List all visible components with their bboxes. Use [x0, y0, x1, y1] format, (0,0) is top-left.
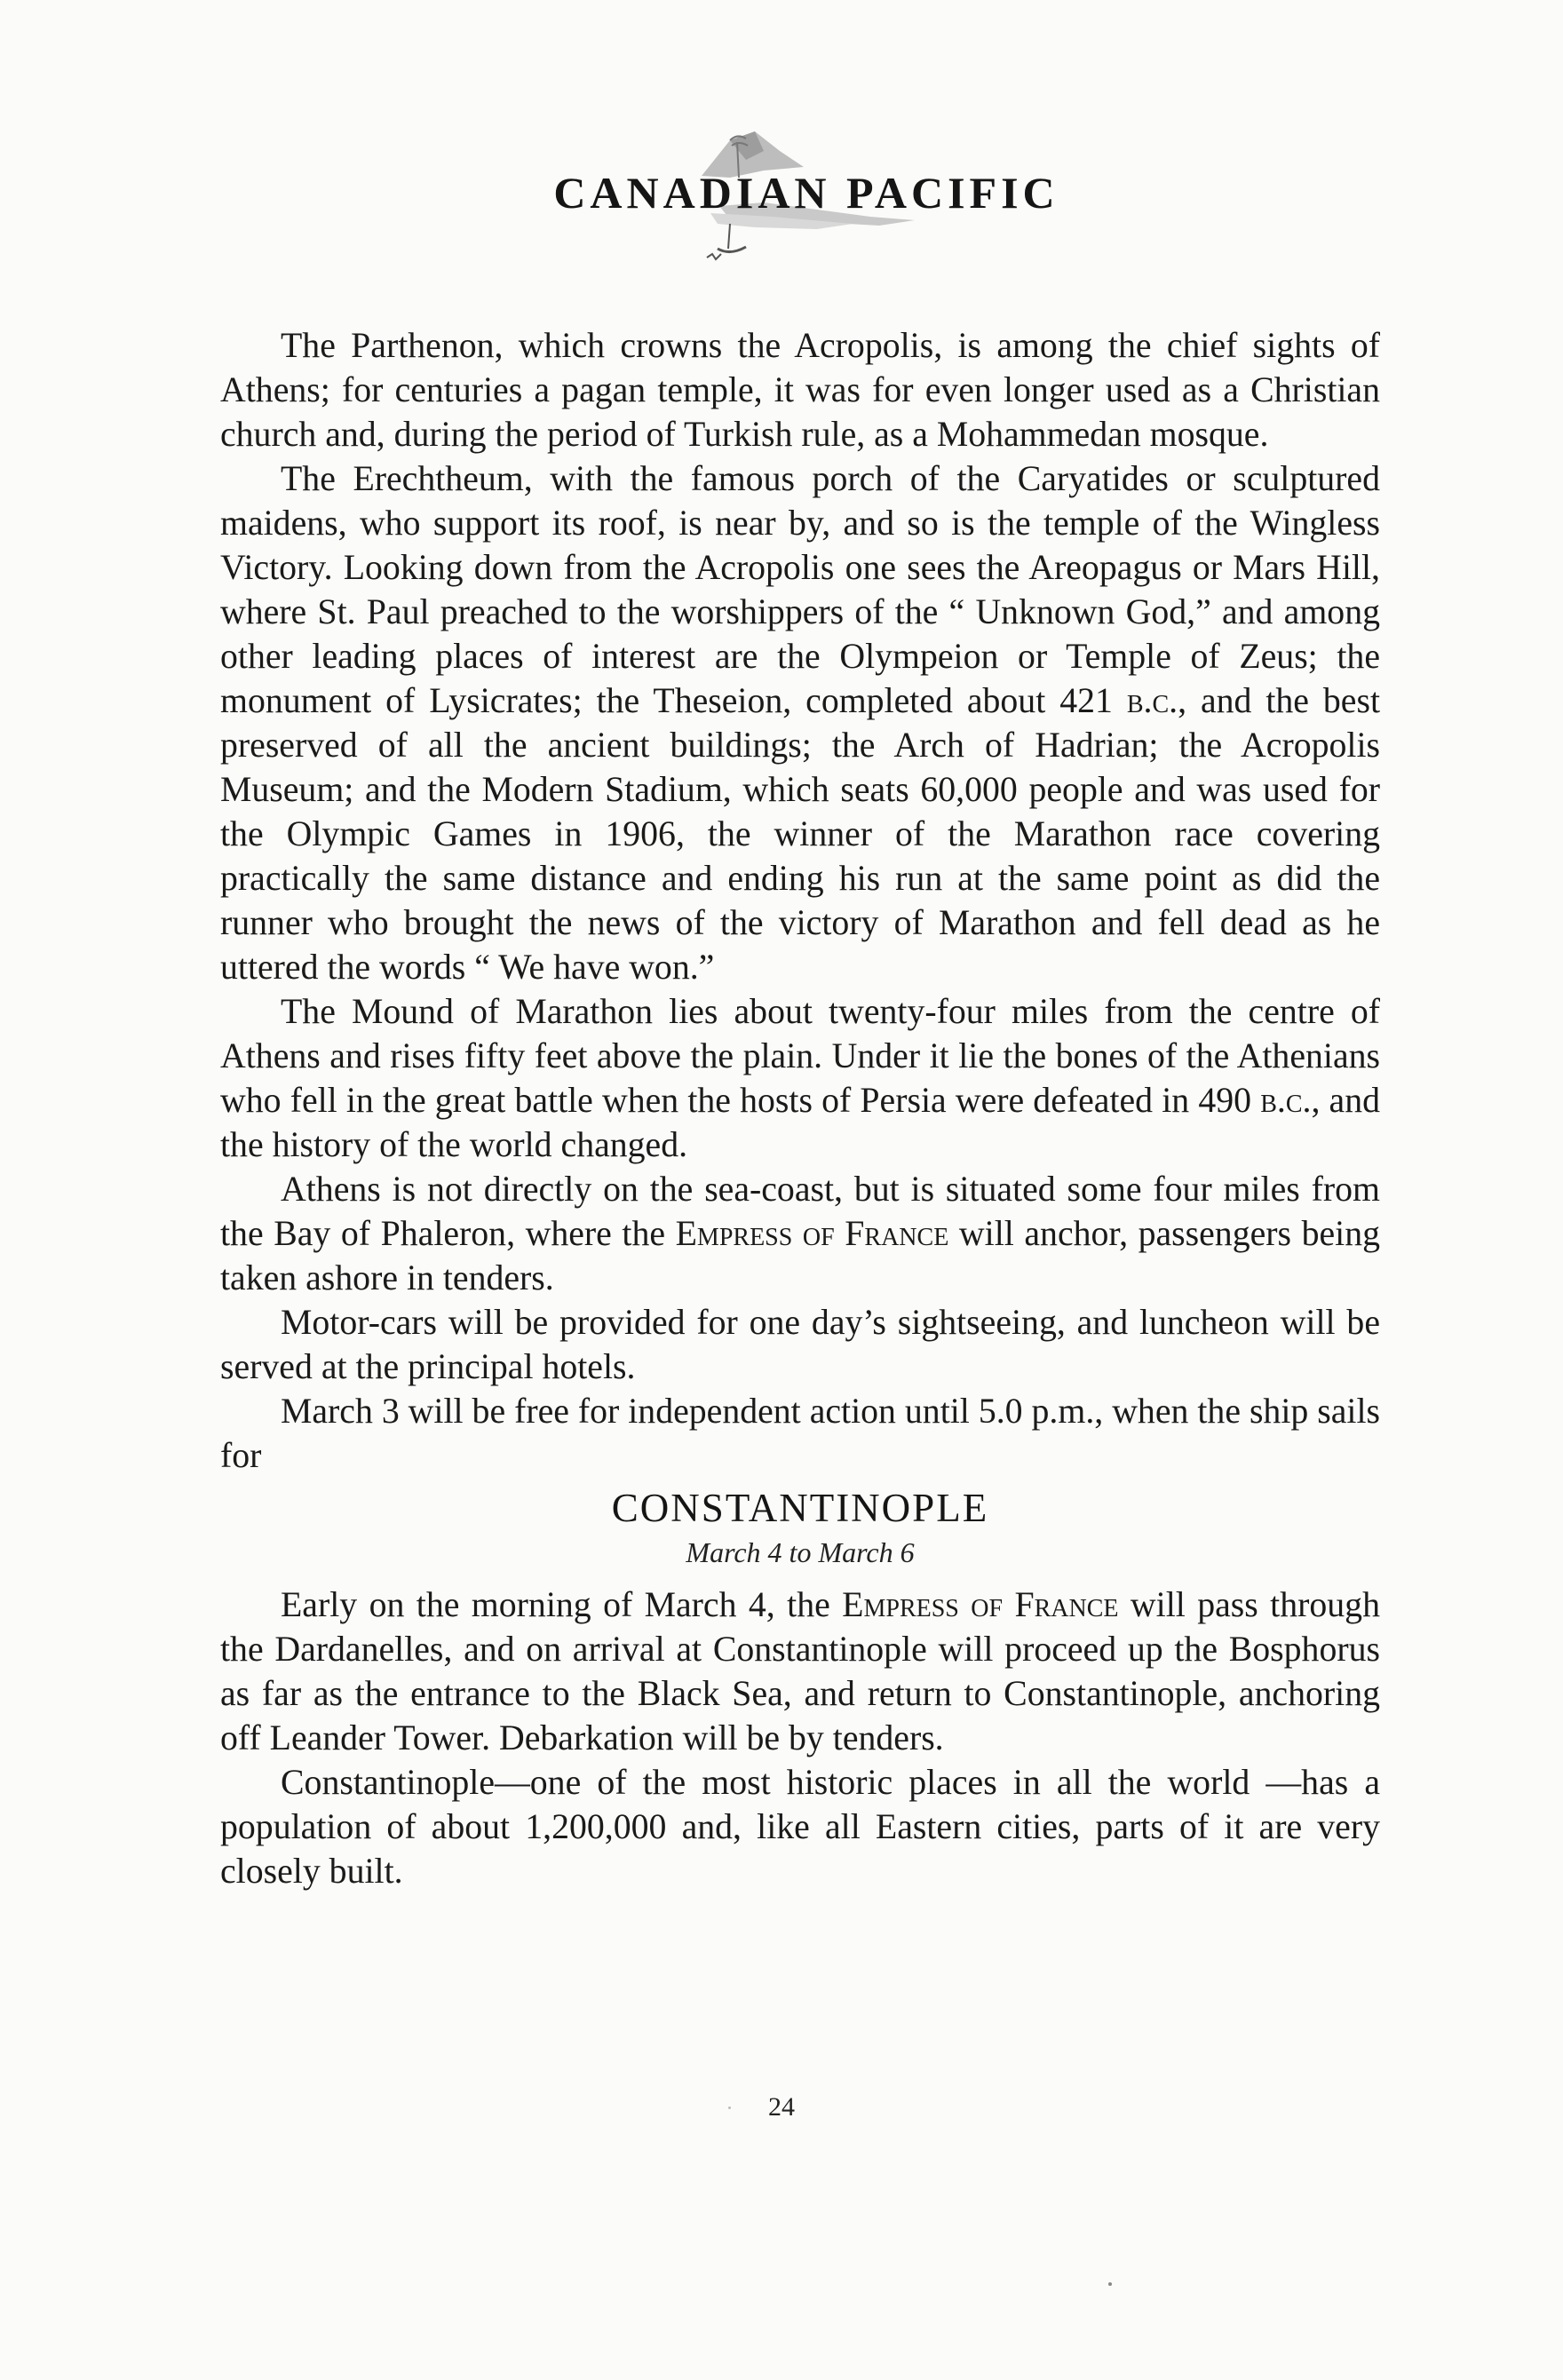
- section-heading: CONSTANTINOPLE: [611, 1486, 989, 1530]
- paragraph: Athens is not directly on the sea-coast, but is situated some four miles from the Bay of Phaleron, where the Empress of France will anchor, passengers being taken ashore in tenders.: [220, 1170, 1380, 1297]
- paragraph: The Parthenon, which crowns the Acropolis, is among the chief sights of Athens; for centuries a pagan temple, it was for even longer used as a Christian church and, during the period of Turkish rule, as a Mohammedan mosque.: [220, 326, 1380, 454]
- paragraph: Early on the morning of March 4, the Empress of France will pass through the Dardanelles, and on arrival at Constantinople will proceed up the Bosphorus as far as the entrance to the Black Sea, and return to Constantinople, anchoring off Leander Tower. Debarkation will be by tenders.: [220, 1585, 1380, 1757]
- page-body: [220, 323, 1380, 1893]
- paper-speck: [1108, 2282, 1112, 2286]
- paragraph: Motor-cars will be provided for one day’s sightseeing, and luncheon will be served at the principal hotels.: [220, 1303, 1380, 1386]
- paragraph: Constantinople—one of the most historic places in all the world —has a population of about 1,200,000 and, like all Eastern cities, parts of it are very closely built.: [220, 1763, 1380, 1891]
- paper-speck: [728, 2106, 731, 2109]
- paragraph: March 3 will be free for independent action until 5.0 p.m., when the ship sails for: [220, 1392, 1380, 1475]
- canadian-pacific-logo: [497, 124, 1083, 275]
- paragraph: The Mound of Marathon lies about twenty-four miles from the centre of Athens and rises fifty feet above the plain. Under it lie the bones of the Athenians who fell in the great battle when the hosts of Persia were defeated in 490 b.c., and the history of the world changed.: [220, 992, 1381, 1164]
- paragraph: The Erechtheum, with the famous porch of the Caryatides or sculptured maidens, who support its roof, is near by, and so is the temple of the Wingless Victory. Looking down from the Acropolis one sees the Areopagus or Mars Hill, where St. Paul preached to the worshippers of the “ Unknown God,” and among other leading places of interest are the Olympeion or Temple of Zeus; the monument of Lysicrates; the Theseion, completed about 421 b.c., and the best preserved of all the ancient buildings; the Arch of Hadrian; the Acropolis Museum; and the Modern Stadium, which seats 60,000 people and was used for the Olympic Games in 1906, the winner of the Marathon race covering practically the same distance and ending his run at the same point as did the runner who brought the news of the victory of Marathon and fell dead as he uttered the words “ We have won.”: [220, 459, 1381, 987]
- page-number: 24: [768, 2092, 795, 2122]
- logo-text: CANADIAN PACIFIC: [553, 168, 1059, 218]
- section-dates: March 4 to March 6: [686, 1536, 915, 1568]
